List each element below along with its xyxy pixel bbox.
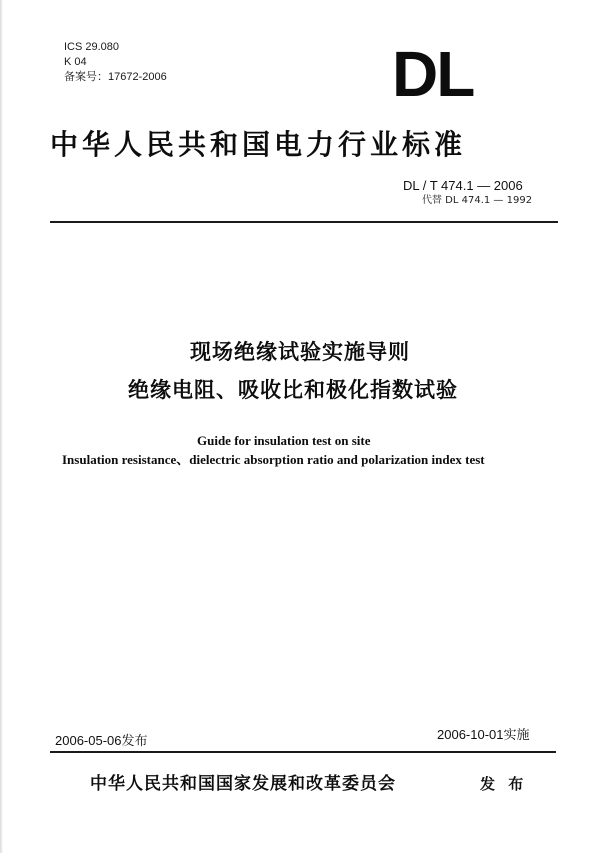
effective-date: 2006-10-01实施 (437, 727, 530, 742)
title-en-line1: Guide for insulation test on site (197, 433, 371, 448)
title-zh-line1: 现场绝缘试验实施导则 (190, 340, 410, 364)
page-edge-shadow (0, 0, 3, 853)
publish-label: 发 布 (480, 775, 528, 793)
record-number: 备案号：17672-2006 (64, 71, 167, 83)
category-code: K 04 (64, 56, 87, 68)
organization-title: 中华人民共和国电力行业标准 (50, 128, 467, 161)
footer-rule (50, 751, 556, 753)
publish-date: 2006-05-06发布 (55, 733, 148, 748)
ics-code: ICS 29.080 (64, 41, 120, 53)
replaces-standard: 代替 DL 474.1 — 1992 (422, 195, 533, 206)
issuer-name: 中华人民共和国国家发展和改革委员会 (90, 774, 396, 794)
dl-logo: DL (392, 38, 474, 110)
title-zh-line2: 绝缘电阻、吸收比和极化指数试验 (128, 378, 458, 402)
header-rule (50, 221, 558, 223)
title-en-line2: Insulation resistance、dielectric absorption ratio and polarization index test (62, 452, 485, 467)
standard-number: DL / T 474.1 — 2006 (403, 178, 523, 193)
